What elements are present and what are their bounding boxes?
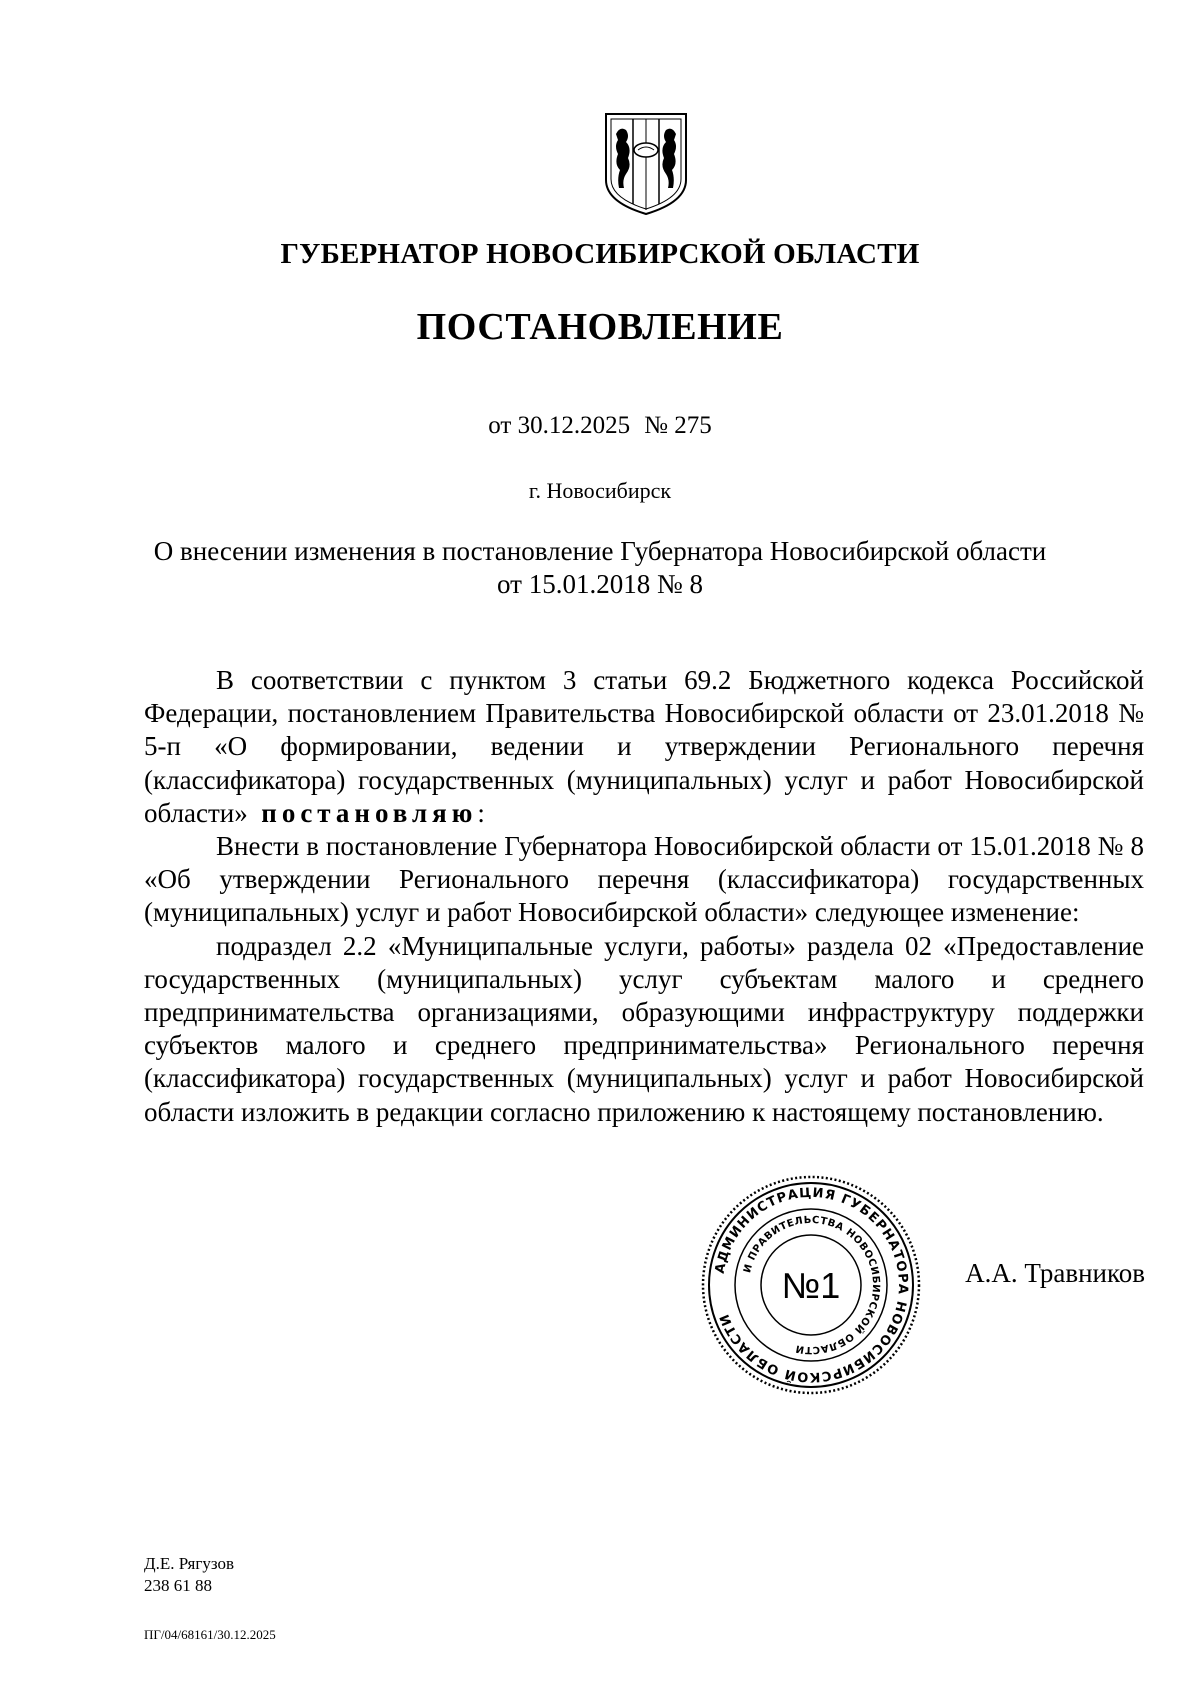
document-type: ПОСТАНОВЛЕНИЕ xyxy=(416,306,784,348)
paragraph-1-text: В соответствии с пунктом 3 статьи 69.2 Бюджетного кодекса Российской Федерации, постановлением Правительства Новосибирской области от 23.01.2018 № 5-п «О формировании, ведении и утверждении Регионального перечня (классификатора) государственных (муниципальных) услуг и работ Новосибирской области» xyxy=(144,665,1144,828)
issuer-title: ГУБЕРНАТОР НОВОСИБИРСКОЙ ОБЛАСТИ xyxy=(280,238,920,270)
document-number: № 275 xyxy=(644,412,712,439)
subject-line-1: О внесении изменения в постановление Губернатора Новосибирской области xyxy=(153,536,1047,566)
document-code: ПГ/04/68161/30.12.2025 xyxy=(144,1627,276,1642)
svg-text:№1: №1 xyxy=(781,1265,841,1306)
svg-text:И ПРАВИТЕЛЬСТВА НОВОСИБИРСКОЙ: И ПРАВИТЕЛЬСТВА НОВОСИБИРСКОЙ ОБЛАСТИ xyxy=(742,1214,882,1356)
document-subject xyxy=(0,535,1200,601)
paragraph-1 xyxy=(144,664,1144,830)
paragraph-3: подраздел 2.2 «Муниципальные услуги, работы» раздела 02 «Предоставление государственных (муниципальных) услуг субъектам малого и среднего предпринимательства организациями, образующими инфраструктуру поддержки субъектов малого и среднего предпринимательства» Регионального перечня (классификатора) государственных (муниципальных) услуг и работ Новосибирской области изложить в редакции согласно приложению к настоящему постановлению. xyxy=(144,930,1144,1127)
paragraph-2: Внести в постановление Губернатора Новосибирской области от 15.01.2018 № 8 «Об утверждении Регионального перечня (классификатора) государственных (муниципальных) услуг и работ Новосибирской области» следующее изменение: xyxy=(144,831,1144,928)
document-body xyxy=(144,664,1144,1129)
document-date: от 30.12.2025 xyxy=(488,412,631,439)
svg-text:АДМИНИСТРАЦИЯ ГУБЕРНАТОРА НОВО: АДМИНИСТРАЦИЯ ГУБЕРНАТОРА НОВОСИБИРСКОЙ ОБЛАСТИ xyxy=(712,1185,911,1385)
executor-block xyxy=(144,1553,234,1597)
coat-of-arms-icon xyxy=(602,110,690,218)
executor-name: Д.Е. Рягузов xyxy=(144,1554,234,1573)
signatory-name: А.А. Травников xyxy=(965,1258,1145,1288)
official-seal-icon xyxy=(700,1174,922,1396)
city: г. Новосибирск xyxy=(528,478,672,503)
decree-keyword: постановляю xyxy=(261,797,478,828)
subject-line-2: от 15.01.2018 № 8 xyxy=(497,569,703,599)
paragraph-1-colon: : xyxy=(477,797,485,828)
executor-phone: 238 61 88 xyxy=(144,1576,212,1595)
date-number-line xyxy=(0,412,1200,440)
